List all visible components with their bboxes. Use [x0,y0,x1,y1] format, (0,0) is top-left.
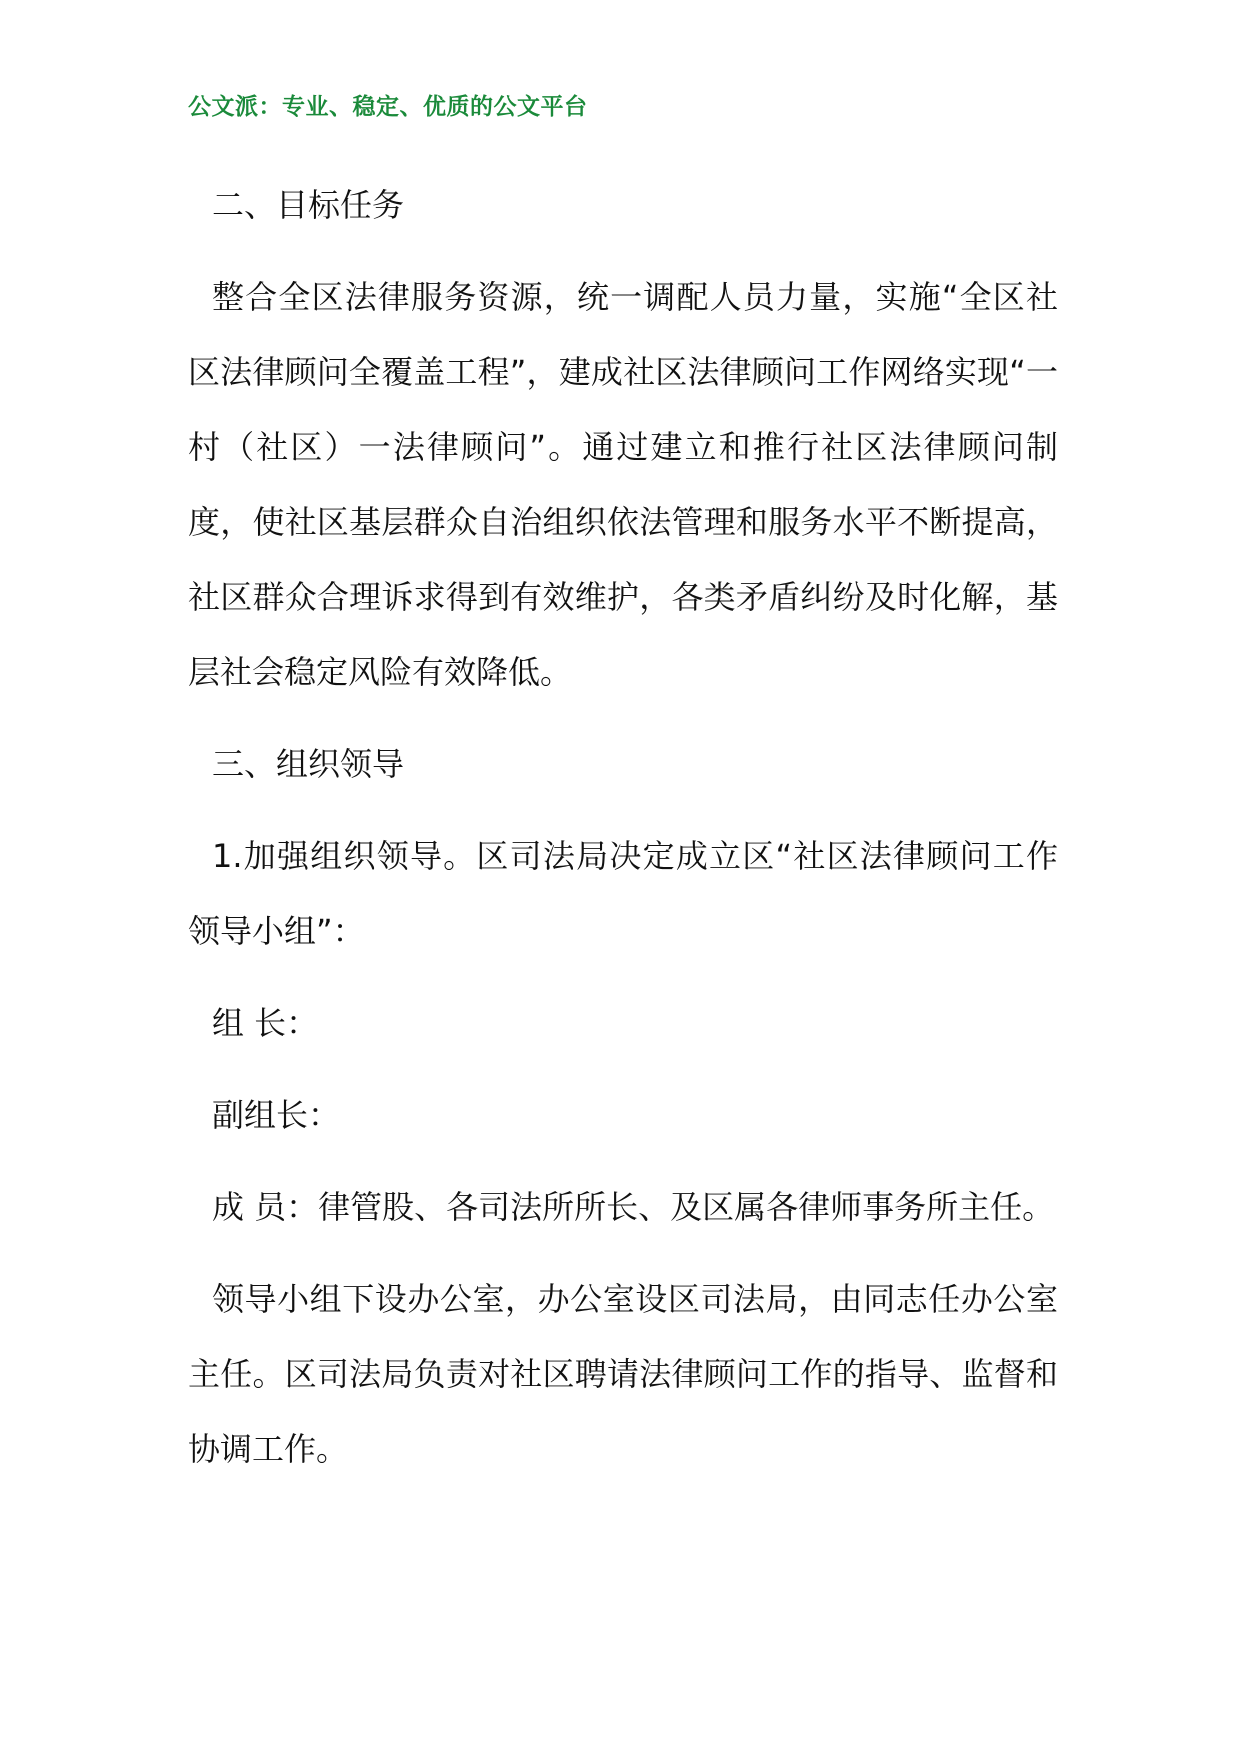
leader-line: 组 长： [212,1004,319,1042]
document-body [188,168,1058,1504]
members-paragraph: 成 员：律管股、各司法所所长、及区属各律师事务所主任。 [212,1188,1055,1226]
deputy-leader-line: 副组长： [212,1096,341,1134]
section-3-title: 三、组织领导 [212,745,405,783]
office-paragraph: 领导小组下设办公室，办公室设区司法局，由同志任办公室主任。区司法局负责对社区聘请法律顾问工作的指导、监督和协调工作。 [188,1280,1058,1468]
section-2-body: 整合全区法律服务资源，统一调配人员力量，实施“全区社区法律顾问全覆盖工程”，建成社区法律顾问工作网络实现“一村（社区）一法律顾问”。通过建立和推行社区法律顾问制度，使社区基层群众自治组织依法管理和服务水平不断提高，社区群众合理诉求得到有效维护，各类矛盾纠纷及时化解，基层社会稳定风险有效降低。 [188,278,1058,691]
site-slogan: 公文派：专业、稳定、优质的公文平台 [188,94,588,120]
section-2-title: 二、目标任务 [212,186,405,224]
item-1-paragraph: 1.加强组织领导。区司法局决定成立区“社区法律顾问工作领导小组”： [188,837,1058,950]
